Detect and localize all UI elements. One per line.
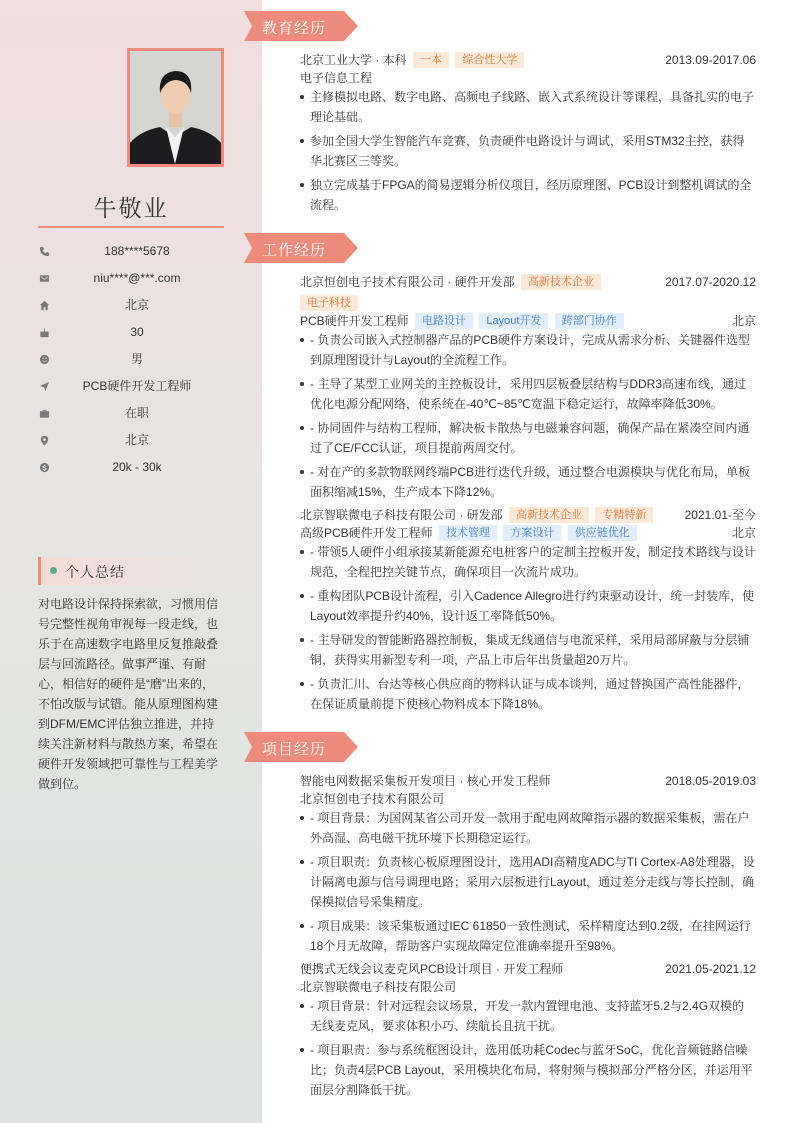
home-icon [38, 299, 50, 311]
education-major: 电子信息工程 [300, 71, 373, 85]
project-title-line [300, 772, 756, 790]
company-tag: 电子科技 [300, 295, 358, 311]
work-city: 北京 [731, 526, 756, 540]
city-row [38, 432, 224, 448]
project-bullet: - 项目背景：为国网某省公司开发一款用于配电网故障指示器的数据采集板，需在户外高湿、高电磁干扰环境下长期稳定运行。 [300, 808, 756, 848]
work-bullet: - 对在产的多款物联网终端PCB进行迭代升级，通过整合电源模块与优化布局，单板面积缩减15%，生产成本下降12%。 [300, 462, 756, 502]
work-bullet: - 带领5人硬件小组承接某新能源充电桩客户的定制主控板开发，制定技术路线与设计规范，全程把控关键节点，确保项目一次流片成功。 [300, 542, 756, 582]
role-tag: 跨部门协作 [555, 313, 624, 329]
education-bullet: 独立完成基于FPGA的简易逻辑分析仪项目，经历原理图、PCB设计到整机调试的全流程。 [300, 175, 756, 215]
work-bullet: - 负责公司嵌入式控制器产品的PCB硬件方案设计，完成从需求分析、关键器件选型到原理图设计与Layout的全流程工作。 [300, 330, 756, 370]
project-bullet: - 项目成果：该采集板通过IEC 61850一致性测试，采样精度达到0.2级，在挂网运行18个月无故障，帮助客户实现故障定位准确率提升至98%。 [300, 916, 756, 956]
summary-title: 个人总结 [65, 564, 125, 580]
work-role: PCB硬件开发工程师 [300, 314, 409, 328]
education-section-title: 教育经历 [262, 20, 327, 37]
work-section-banner [244, 233, 358, 263]
money-icon [38, 461, 50, 473]
work-bullet: - 主导研发的智能断路器控制板，集成无线通信与电流采样，采用局部屏蔽与分层铺铜，获得实用新型专利一项，产品上市后年出货量超20万片。 [300, 630, 756, 670]
profile-photo [127, 48, 224, 167]
work-bullet: - 负责汇川、台达等核心供应商的物料认证与成本谈判，通过替换国产高性能器件，在保证质量前提下使核心物料成本下降18%。 [300, 674, 756, 714]
phone-row [38, 243, 224, 259]
project-bullet: - 项目职责：参与系统框图设计，选用低功耗Codec与蓝牙SoC，优化音频链路信噪比；负责4层PCB Layout，采用模块化布局，将射频与模拟部分严格分区，并运用平面层分割降低干扰。 [300, 1040, 756, 1100]
education-bullet: 主修模拟电路、数字电路、高频电子线路、嵌入式系统设计等课程，具备扎实的电子理论基础。 [300, 87, 756, 127]
school-name: 北京工业大学 · 本科 [300, 53, 407, 67]
project-date: 2021.05-2021.12 [665, 962, 756, 976]
work-role-line [300, 312, 756, 330]
work-bullet: - 重构团队PCB设计流程，引入Cadence Allegro进行约束驱动设计，统一封装库，使Layout效率提升约40%，设计返工率降低50%。 [300, 586, 756, 626]
education-section-banner [244, 11, 358, 41]
salary-row [38, 459, 224, 475]
location-text: 北京 [124, 298, 149, 312]
project-company: 北京恒创电子技术有限公司 [300, 792, 445, 806]
project-title-line [300, 960, 756, 978]
project-bullet: - 项目职责：负责核心板原理图设计，选用ADI高精度ADC与TI Cortex-A8处理器，设计隔离电源与信号调理电路；采用六层板进行Layout，通过差分走线与等长控制，确保模拟信号采集精度。 [300, 852, 756, 912]
work-company: 北京智联微电子科技有限公司 · 研发部 [300, 508, 503, 522]
summary-dot-icon [50, 567, 57, 574]
work-role: 高级PCB硬件开发工程师 [300, 526, 433, 540]
phone-icon [38, 245, 50, 257]
work-company-tag-line [300, 294, 756, 312]
gender-row [38, 351, 224, 367]
work-date: 2017.07-2020.12 [665, 275, 756, 289]
projects-section-title: 项目经历 [262, 741, 327, 758]
sidebar [0, 0, 262, 1123]
mail-icon [38, 272, 50, 284]
education-bullet: 参加全国大学生智能汽车竞赛，负责硬件电路设计与调试，采用STM32主控，获得华北赛区三等奖。 [300, 131, 756, 171]
work-role-line [300, 524, 756, 542]
phone-text: 188****5678 [104, 244, 170, 258]
status-row [38, 405, 224, 421]
school-tag: 综合性大学 [455, 52, 524, 68]
position-row [38, 378, 224, 394]
work-section-title: 工作经历 [262, 242, 327, 259]
project-title: 智能电网数据采集板开发项目 · 核心开发工程师 [300, 774, 551, 788]
company-tag: 高新技术企业 [521, 274, 601, 290]
location-pin-icon [38, 434, 50, 446]
summary-text: 对电路设计保持探索欲，习惯用信号完整性视角审视每一段走线，也乐于在高速数字电路里反复推敲叠层与回流路径。做事严谨、有耐心，相信好的硬件是“磨”出来的，不怕改版与试错。能从原理图构建到DFM/EMC评估独立推进，并持续关注新材料与散热方案，希望在硬件开发领域把可靠性与工程美学做到位。 [38, 597, 219, 791]
city-text: 北京 [124, 433, 149, 447]
work-company: 北京恒创电子技术有限公司 · 硬件开发部 [300, 275, 515, 289]
role-tag: 技术管理 [439, 525, 497, 541]
email-row [38, 270, 224, 286]
project-title: 便携式无线会议麦克风PCB设计项目 · 开发工程师 [300, 962, 564, 976]
school-tag: 一本 [413, 52, 449, 68]
role-tag: 方案设计 [503, 525, 561, 541]
role-tag: 电路设计 [415, 313, 473, 329]
company-tag: 高新技术企业 [509, 507, 589, 523]
project-company-line [300, 978, 756, 996]
gender-text: 男 [130, 352, 143, 366]
status-text: 在职 [124, 406, 149, 420]
project-bullet: - 项目背景：针对远程会议场景，开发一款内置锂电池、支持蓝牙5.2与2.4G双模的无线麦克风，要求体积小巧、续航长且抗干扰。 [300, 996, 756, 1036]
project-company: 北京智联微电子科技有限公司 [300, 980, 457, 994]
cake-icon [38, 326, 50, 338]
age-text: 30 [130, 325, 144, 339]
age-row [38, 324, 224, 340]
education-school-line [300, 51, 756, 69]
education-date: 2013.09-2017.06 [665, 53, 756, 67]
email-text: niu****@***.com [93, 271, 181, 285]
work-bullet: - 协同固件与结构工程师，解决板卡散热与电磁兼容问题，确保产品在紧凑空间内通过了CE/FCC认证，项目提前两周交付。 [300, 418, 756, 458]
project-company-line [300, 790, 756, 808]
work-date: 2021.01-至今 [684, 508, 756, 522]
education-major-line [300, 69, 756, 87]
work-company-line [300, 273, 756, 291]
profile-name: 牛敬业 [93, 195, 169, 221]
work-bullet: - 主导了某型工业网关的主控板设计，采用四层板叠层结构与DDR3高速布线，通过优化电源分配网络，使系统在-40℃~85℃宽温下稳定运行，故障率降低30%。 [300, 374, 756, 414]
company-tag: 专精特新 [595, 507, 653, 523]
work-city: 北京 [731, 314, 756, 328]
name-divider [38, 226, 224, 228]
summary-heading [38, 557, 224, 585]
briefcase-icon [38, 407, 50, 419]
project-date: 2018.05-2019.03 [665, 774, 756, 788]
role-tag: Layout开发 [479, 313, 548, 329]
smile-icon [38, 353, 50, 365]
role-tag: 供应链优化 [568, 525, 637, 541]
salary-text: 20k - 30k [112, 460, 162, 474]
location-row [38, 297, 224, 313]
send-icon [38, 380, 50, 392]
position-text: PCB硬件开发工程师 [82, 379, 192, 393]
projects-section-banner [244, 732, 358, 762]
work-company-line [300, 506, 756, 524]
